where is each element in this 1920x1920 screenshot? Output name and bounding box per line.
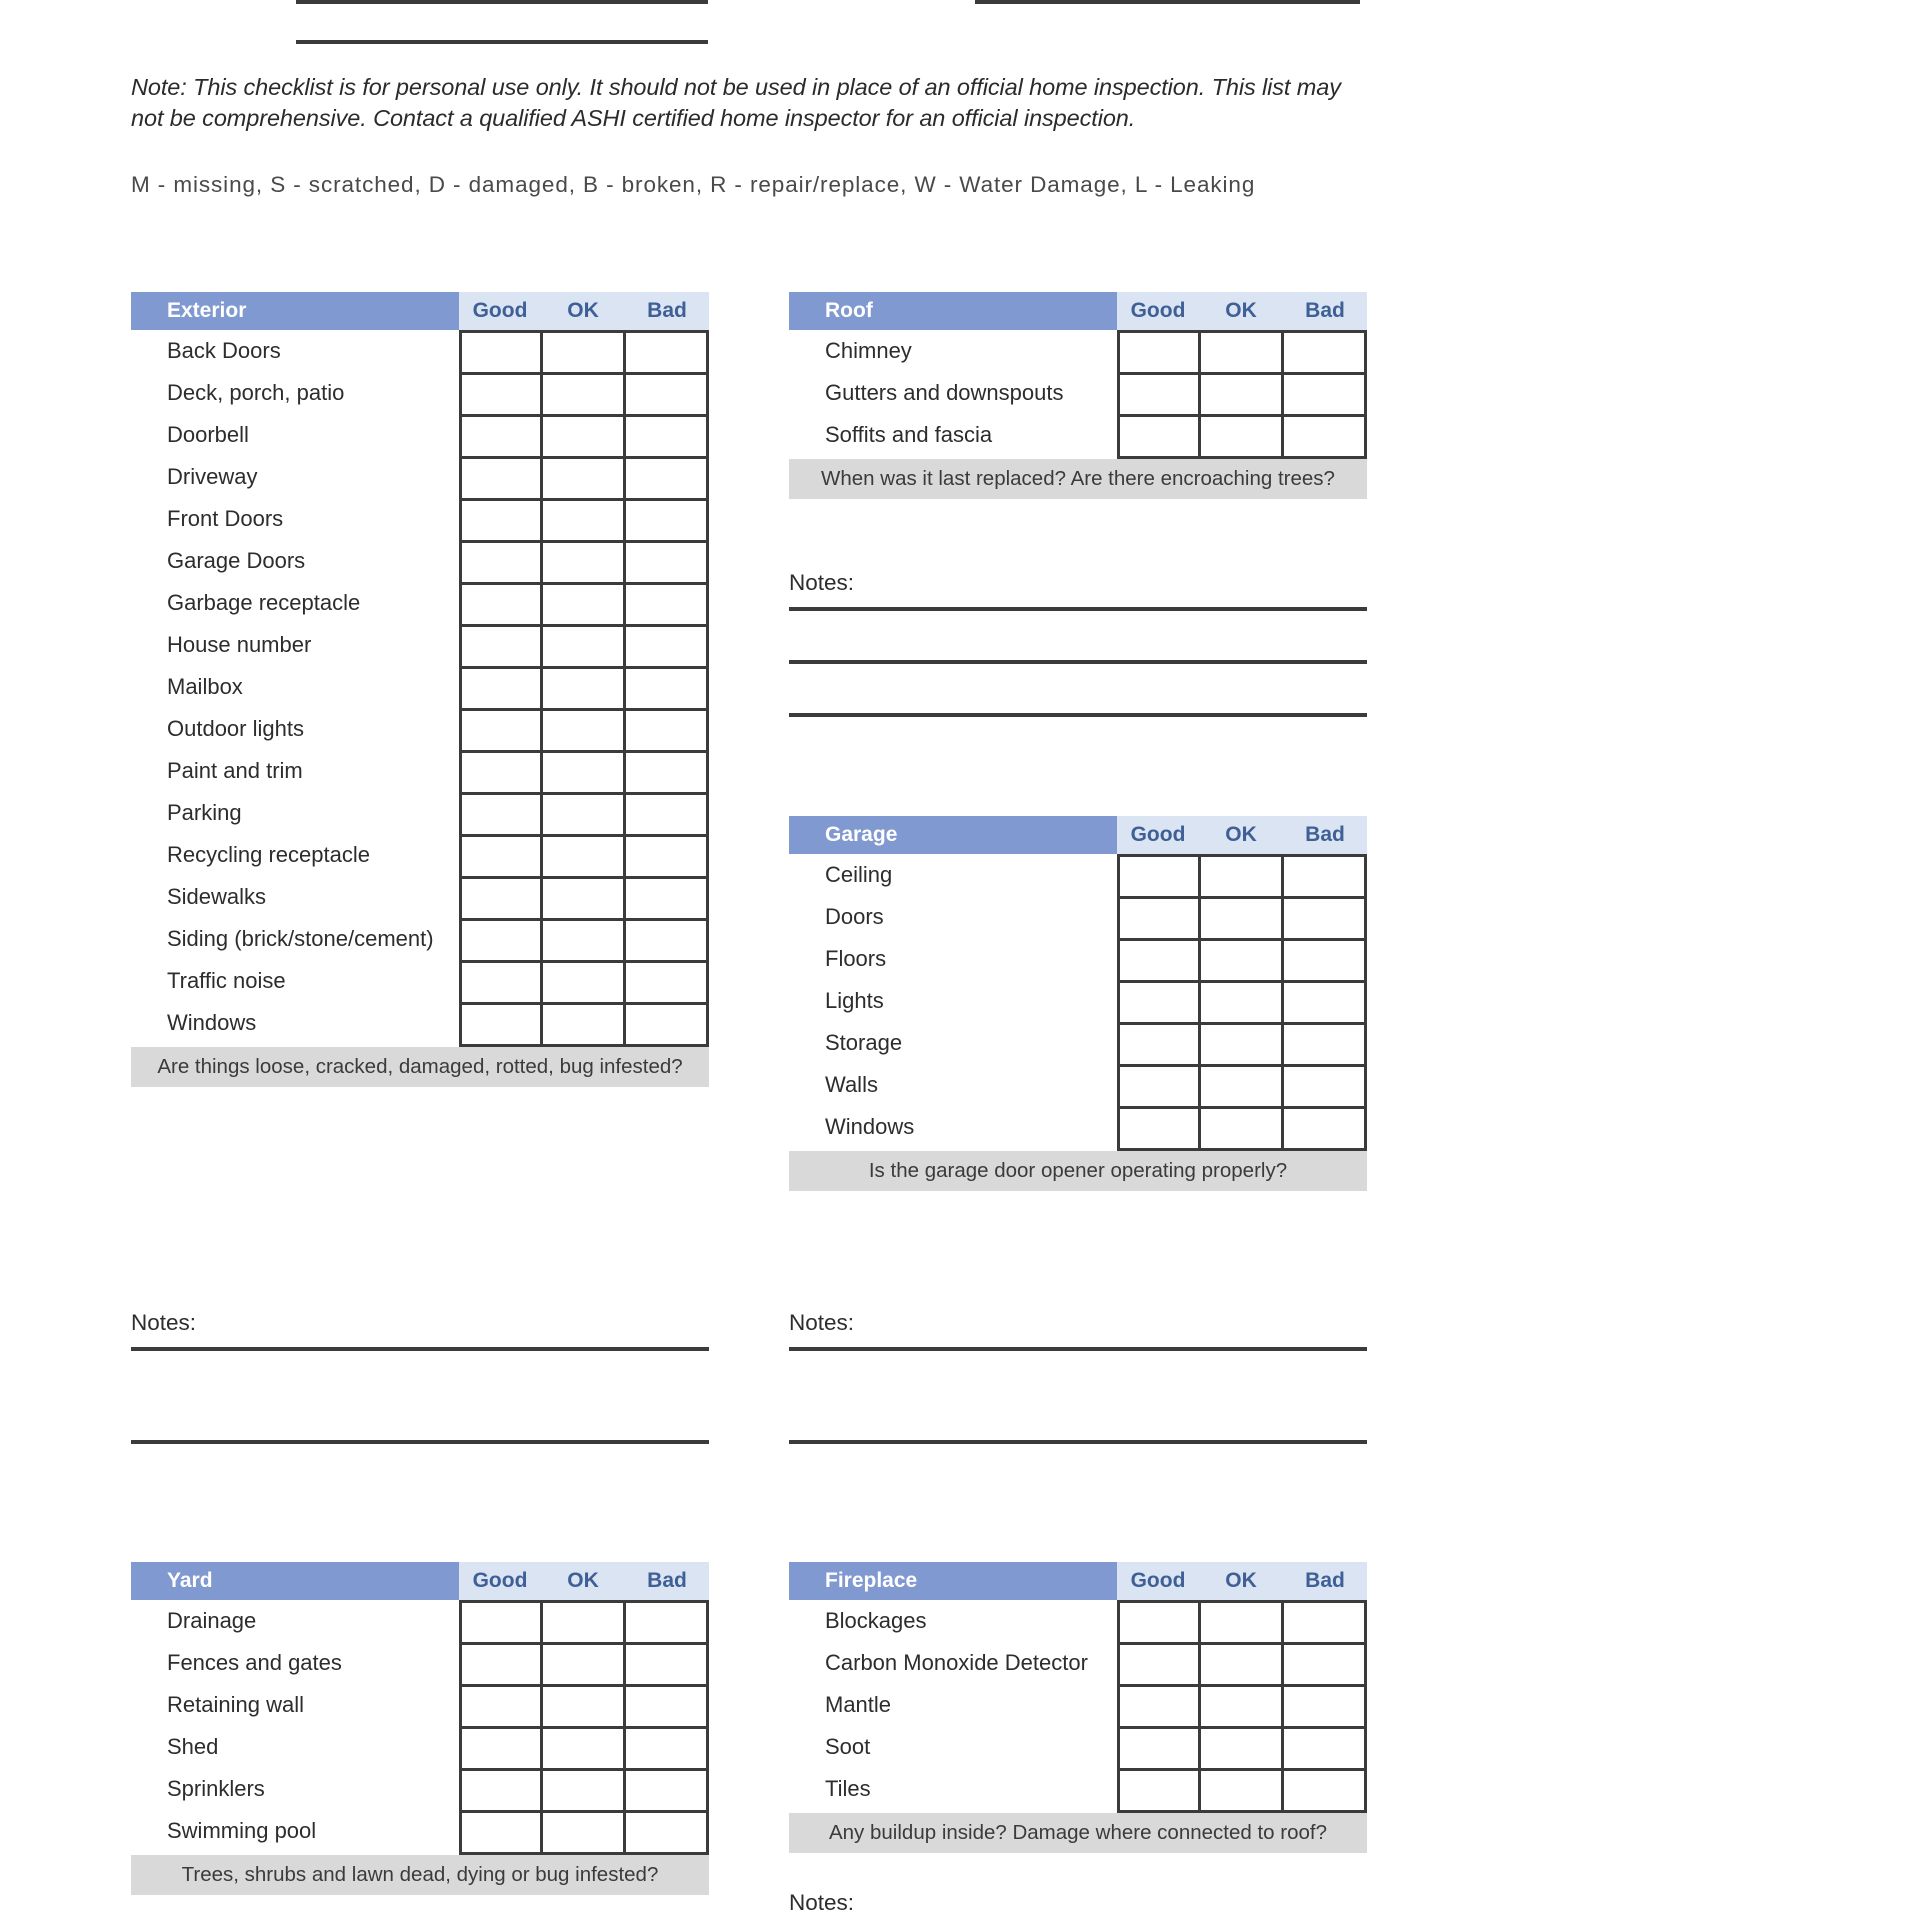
yard-body (131, 1600, 709, 1855)
fireplace-checkbox-grid[interactable] (1117, 1600, 1367, 1813)
yard-item-labels (131, 1600, 459, 1855)
column-header-good: Good (1130, 823, 1186, 846)
list-item: Floors (825, 946, 887, 971)
list-item: Lights (825, 988, 884, 1013)
list-item: Mailbox (167, 674, 243, 699)
rating-checkbox-good[interactable] (1120, 333, 1201, 375)
table-row (1120, 375, 1367, 417)
list-item: Fences and gates (167, 1650, 342, 1675)
table-row (462, 1771, 709, 1813)
rating-checkbox-good[interactable] (462, 333, 543, 375)
roof-body (789, 330, 1367, 459)
rating-checkbox-ok[interactable] (543, 879, 626, 921)
rating-checkbox-ok[interactable] (1201, 375, 1284, 417)
rating-checkbox-bad[interactable] (626, 1603, 709, 1645)
rating-checkbox-good[interactable] (462, 1005, 543, 1047)
rating-checkbox-ok[interactable] (543, 1687, 626, 1729)
table-row (1120, 983, 1367, 1025)
rating-checkbox-good[interactable] (1120, 1771, 1201, 1813)
yard-checkbox-grid[interactable] (459, 1600, 709, 1855)
table-row (462, 1603, 709, 1645)
list-item: Garbage receptacle (167, 590, 361, 615)
list-item: Blockages (825, 1608, 927, 1633)
list-item: Swimming pool (167, 1818, 317, 1843)
rating-checkbox-good[interactable] (462, 837, 543, 879)
rating-checkbox-bad[interactable] (626, 543, 709, 585)
rating-checkbox-good[interactable] (462, 375, 543, 417)
list-item: Retaining wall (167, 1692, 304, 1717)
roof-item-labels (789, 330, 1117, 459)
exterior-title: Exterior (131, 292, 459, 330)
top-rule-right-upper (975, 0, 1360, 4)
rating-checkbox-ok[interactable] (543, 711, 626, 753)
table-row (462, 417, 709, 459)
rating-checkbox-bad[interactable] (626, 459, 709, 501)
table-row (1120, 941, 1367, 983)
rating-checkbox-ok[interactable] (543, 921, 626, 963)
rating-checkbox-bad[interactable] (1284, 857, 1367, 899)
rating-checkbox-ok[interactable] (1201, 1603, 1284, 1645)
table-row (462, 1813, 709, 1855)
list-item: Sprinklers (167, 1776, 265, 1801)
list-item: Sidewalks (167, 884, 267, 909)
rating-checkbox-ok[interactable] (1201, 857, 1284, 899)
rating-checkbox-ok[interactable] (1201, 983, 1284, 1025)
section-yard (131, 1562, 709, 1920)
rating-checkbox-good[interactable] (1120, 1729, 1201, 1771)
rating-checkbox-bad[interactable] (1284, 1109, 1367, 1151)
rating-checkbox-good[interactable] (1120, 899, 1201, 941)
rating-checkbox-ok[interactable] (1201, 1687, 1284, 1729)
list-item: Traffic noise (167, 968, 286, 993)
rating-checkbox-ok[interactable] (543, 585, 626, 627)
rating-checkbox-bad[interactable] (1284, 983, 1367, 1025)
rating-checkbox-ok[interactable] (543, 1771, 626, 1813)
rating-checkbox-bad[interactable] (1284, 375, 1367, 417)
garage-notes-label: Notes: (789, 1310, 855, 1335)
rating-checkbox-bad[interactable] (626, 585, 709, 627)
rating-checkbox-bad[interactable] (1284, 1067, 1367, 1109)
table-row (1120, 899, 1367, 941)
list-item: Doorbell (167, 422, 249, 447)
rating-checkbox-bad[interactable] (1284, 1603, 1367, 1645)
column-header-ok: OK (1225, 823, 1257, 846)
rating-checkbox-good[interactable] (1120, 1025, 1201, 1067)
rating-checkbox-good[interactable] (462, 879, 543, 921)
section-fireplace (789, 1562, 1367, 1920)
rating-checkbox-good[interactable] (462, 1645, 543, 1687)
rating-checkbox-good[interactable] (462, 1603, 543, 1645)
rating-checkbox-good[interactable] (462, 795, 543, 837)
list-item: Chimney (825, 338, 912, 363)
list-item: Outdoor lights (167, 716, 304, 741)
rating-checkbox-good[interactable] (462, 1813, 543, 1855)
rating-checkbox-ok[interactable] (1201, 333, 1284, 375)
list-item: Soot (825, 1734, 871, 1759)
list-item: Mantle (825, 1692, 892, 1717)
table-row (462, 1645, 709, 1687)
fireplace-item-labels (789, 1600, 1117, 1813)
table-row (1120, 1109, 1367, 1151)
table-row (462, 1687, 709, 1729)
rating-checkbox-ok[interactable] (543, 753, 626, 795)
table-row (462, 795, 709, 837)
column-header-bad: Bad (1305, 823, 1345, 846)
list-item: Carbon Monoxide Detector (825, 1650, 1088, 1675)
exterior-header (131, 292, 709, 330)
rating-checkbox-bad[interactable] (1284, 1025, 1367, 1067)
rating-checkbox-bad[interactable] (626, 837, 709, 879)
list-item: Siding (brick/stone/cement) (167, 926, 434, 951)
column-header-bad: Bad (1305, 299, 1345, 322)
list-item: Drainage (167, 1608, 257, 1633)
rating-checkbox-bad[interactable] (626, 1771, 709, 1813)
table-row (462, 627, 709, 669)
rating-checkbox-ok[interactable] (543, 1603, 626, 1645)
rating-checkbox-good[interactable] (462, 963, 543, 1005)
list-item: Recycling receptacle (167, 842, 370, 867)
table-row (1120, 333, 1367, 375)
rating-checkbox-bad[interactable] (626, 879, 709, 921)
list-item: Parking (167, 800, 242, 825)
rating-checkbox-bad[interactable] (626, 753, 709, 795)
top-rule-left-upper (296, 0, 708, 4)
rating-checkbox-bad[interactable] (626, 963, 709, 1005)
rating-checkbox-bad[interactable] (1284, 899, 1367, 941)
rating-checkbox-ok[interactable] (1201, 1771, 1284, 1813)
rating-checkbox-good[interactable] (462, 669, 543, 711)
rating-checkbox-bad[interactable] (626, 1813, 709, 1855)
rating-checkbox-good[interactable] (462, 585, 543, 627)
table-row (1120, 1603, 1367, 1645)
section-roof (789, 292, 1367, 499)
rating-checkbox-ok[interactable] (543, 1813, 626, 1855)
column-header-good: Good (472, 299, 528, 322)
fireplace-notes-label: Notes: (789, 1890, 855, 1915)
table-row (1120, 1645, 1367, 1687)
rating-checkbox-ok[interactable] (1201, 417, 1284, 459)
rating-checkbox-good[interactable] (1120, 1687, 1201, 1729)
fireplace-header (789, 1562, 1367, 1600)
rating-checkbox-ok[interactable] (543, 669, 626, 711)
rating-checkbox-ok[interactable] (1201, 1109, 1284, 1151)
list-item: Ceiling (825, 862, 893, 887)
rating-checkbox-good[interactable] (1120, 1067, 1201, 1109)
rating-checkbox-bad[interactable] (626, 375, 709, 417)
table-row (462, 837, 709, 879)
rating-checkbox-ok[interactable] (543, 375, 626, 417)
rating-checkbox-good[interactable] (462, 627, 543, 669)
rating-checkbox-bad[interactable] (626, 711, 709, 753)
list-item: Doors (825, 904, 884, 929)
rating-checkbox-bad[interactable] (626, 1687, 709, 1729)
rating-checkbox-good[interactable] (1120, 417, 1201, 459)
table-row (462, 963, 709, 1005)
rating-checkbox-ok[interactable] (543, 627, 626, 669)
table-row (462, 921, 709, 963)
rating-checkbox-good[interactable] (462, 753, 543, 795)
rating-checkbox-bad[interactable] (1284, 1645, 1367, 1687)
rating-checkbox-ok[interactable] (1201, 1067, 1284, 1109)
exterior-notes-label: Notes: (131, 1310, 197, 1335)
list-item: Front Doors (167, 506, 284, 531)
rating-checkbox-good[interactable] (1120, 1645, 1201, 1687)
rating-checkbox-good[interactable] (462, 1771, 543, 1813)
table-row (1120, 857, 1367, 899)
table-row (462, 1005, 709, 1047)
rating-checkbox-good[interactable] (462, 543, 543, 585)
rating-checkbox-bad[interactable] (626, 669, 709, 711)
rating-checkbox-good[interactable] (1120, 375, 1201, 417)
table-row (462, 501, 709, 543)
roof-notes-label: Notes: (789, 570, 855, 595)
rating-checkbox-ok[interactable] (1201, 1729, 1284, 1771)
table-row (462, 879, 709, 921)
list-item: Garage Doors (167, 548, 306, 573)
rating-checkbox-ok[interactable] (543, 333, 626, 375)
list-item: Gutters and downspouts (825, 380, 1064, 405)
garage-notes-rule-1[interactable] (789, 1347, 1367, 1351)
garage-notes-rule-2[interactable] (789, 1440, 1367, 1444)
exterior-body (131, 330, 709, 1047)
rating-checkbox-bad[interactable] (1284, 1687, 1367, 1729)
fireplace-body (789, 1600, 1367, 1813)
column-header-bad: Bad (647, 299, 687, 322)
table-row (462, 333, 709, 375)
exterior-column-headers (459, 292, 709, 330)
rating-checkbox-bad[interactable] (626, 417, 709, 459)
rating-checkbox-ok[interactable] (1201, 1645, 1284, 1687)
top-rule-left-lower (296, 40, 708, 44)
yard-question: Trees, shrubs and lawn dead, dying or bug infested? (131, 1855, 709, 1895)
exterior-checkbox-grid[interactable] (459, 330, 709, 1047)
exterior-notes-rule-1[interactable] (131, 1347, 709, 1351)
column-header-bad: Bad (647, 1569, 687, 1592)
rating-checkbox-ok[interactable] (543, 1005, 626, 1047)
list-item: Soffits and fascia (825, 422, 993, 447)
list-item: Storage (825, 1030, 903, 1055)
rating-checkbox-bad[interactable] (626, 921, 709, 963)
rating-checkbox-bad[interactable] (1284, 333, 1367, 375)
garage-title: Garage (789, 816, 1117, 854)
rating-checkbox-bad[interactable] (626, 1005, 709, 1047)
rating-checkbox-ok[interactable] (543, 1645, 626, 1687)
column-header-ok: OK (567, 1569, 599, 1592)
table-row (462, 585, 709, 627)
rating-checkbox-ok[interactable] (543, 837, 626, 879)
list-item: House number (167, 632, 312, 657)
exterior-question: Are things loose, cracked, damaged, rotted, bug infested? (131, 1047, 709, 1087)
column-header-ok: OK (1225, 1569, 1257, 1592)
list-item: Windows (825, 1114, 915, 1139)
yard-column-headers (459, 1562, 709, 1600)
garage-checkbox-grid[interactable] (1117, 854, 1367, 1151)
table-row (462, 1729, 709, 1771)
list-item: Walls (825, 1072, 878, 1097)
list-item: Driveway (167, 464, 258, 489)
yard-header (131, 1562, 709, 1600)
garage-column-headers (1117, 816, 1367, 854)
exterior-notes-rule-2[interactable] (131, 1440, 709, 1444)
table-row (462, 543, 709, 585)
table-row (1120, 1067, 1367, 1109)
garage-item-labels (789, 854, 1117, 1151)
column-header-good: Good (1130, 299, 1186, 322)
rating-checkbox-ok[interactable] (1201, 899, 1284, 941)
rating-checkbox-good[interactable] (462, 921, 543, 963)
rating-checkbox-bad[interactable] (626, 501, 709, 543)
rating-checkbox-ok[interactable] (1201, 1025, 1284, 1067)
table-row (462, 375, 709, 417)
column-header-ok: OK (567, 299, 599, 322)
list-item: Paint and trim (167, 758, 303, 783)
abbreviation-legend: M - missing, S - scratched, D - damaged, B - broken, R - repair/replace, W - Water Damage, L - Leaking (131, 172, 1256, 197)
rating-checkbox-bad[interactable] (1284, 941, 1367, 983)
rating-checkbox-bad[interactable] (626, 1645, 709, 1687)
rating-checkbox-good[interactable] (462, 501, 543, 543)
section-exterior (131, 292, 709, 1087)
table-row (1120, 417, 1367, 459)
roof-title: Roof (789, 292, 1117, 330)
garage-question: Is the garage door opener operating properly? (789, 1151, 1367, 1191)
rating-checkbox-ok[interactable] (543, 1729, 626, 1771)
fireplace-title: Fireplace (789, 1562, 1117, 1600)
rating-checkbox-good[interactable] (1120, 1109, 1201, 1151)
list-item: Deck, porch, patio (167, 380, 345, 405)
fireplace-question: Any buildup inside? Damage where connected to roof? (789, 1813, 1367, 1853)
table-row (462, 711, 709, 753)
rating-checkbox-bad[interactable] (1284, 417, 1367, 459)
disclaimer-note: Note: This checklist is for personal use only. It should not be used in place of an official home inspection. This list may not be comprehensive. Contact a qualified ASHI certified home inspector for an official inspection. (131, 74, 1341, 131)
list-item: Shed (167, 1734, 219, 1759)
table-row (1120, 1025, 1367, 1067)
roof-column-headers (1117, 292, 1367, 330)
rating-checkbox-ok[interactable] (543, 459, 626, 501)
exterior-item-labels (131, 330, 459, 1047)
roof-notes-rule-2[interactable] (789, 660, 1367, 664)
column-header-ok: OK (1225, 299, 1257, 322)
rating-checkbox-bad[interactable] (1284, 1771, 1367, 1813)
rating-checkbox-good[interactable] (1120, 941, 1201, 983)
table-row (462, 753, 709, 795)
garage-body (789, 854, 1367, 1151)
rating-checkbox-good[interactable] (1120, 857, 1201, 899)
table-row (1120, 1771, 1367, 1813)
list-item: Back Doors (167, 338, 281, 363)
rating-checkbox-bad[interactable] (626, 795, 709, 837)
yard-title: Yard (131, 1562, 459, 1600)
table-row (462, 669, 709, 711)
roof-notes-rule-3[interactable] (789, 713, 1367, 717)
top-cutoff-rules (0, 0, 1920, 46)
rating-checkbox-ok[interactable] (543, 963, 626, 1005)
rating-checkbox-good[interactable] (462, 417, 543, 459)
table-row (1120, 1687, 1367, 1729)
list-item: Windows (167, 1010, 257, 1035)
rating-checkbox-ok[interactable] (543, 543, 626, 585)
column-header-good: Good (1130, 1569, 1186, 1592)
column-header-bad: Bad (1305, 1569, 1345, 1592)
rating-checkbox-ok[interactable] (543, 795, 626, 837)
roof-notes-rule-1[interactable] (789, 607, 1367, 611)
rating-checkbox-good[interactable] (1120, 983, 1201, 1025)
rating-checkbox-ok[interactable] (543, 417, 626, 459)
roof-checkbox-grid[interactable] (1117, 330, 1367, 459)
rating-checkbox-good[interactable] (462, 1687, 543, 1729)
fireplace-column-headers (1117, 1562, 1367, 1600)
rating-checkbox-ok[interactable] (543, 501, 626, 543)
list-item: Tiles (825, 1776, 871, 1801)
column-header-good: Good (472, 1569, 528, 1592)
roof-question: When was it last replaced? Are there encroaching trees? (789, 459, 1367, 499)
rating-checkbox-bad[interactable] (626, 627, 709, 669)
table-row (462, 459, 709, 501)
table-row (1120, 1729, 1367, 1771)
rating-checkbox-good[interactable] (462, 711, 543, 753)
section-garage (789, 816, 1367, 1191)
rating-checkbox-good[interactable] (1120, 1603, 1201, 1645)
garage-header (789, 816, 1367, 854)
rating-checkbox-bad[interactable] (1284, 1729, 1367, 1771)
roof-header (789, 292, 1367, 330)
rating-checkbox-good[interactable] (462, 1729, 543, 1771)
rating-checkbox-ok[interactable] (1201, 941, 1284, 983)
rating-checkbox-good[interactable] (462, 459, 543, 501)
rating-checkbox-bad[interactable] (626, 1729, 709, 1771)
rating-checkbox-bad[interactable] (626, 333, 709, 375)
